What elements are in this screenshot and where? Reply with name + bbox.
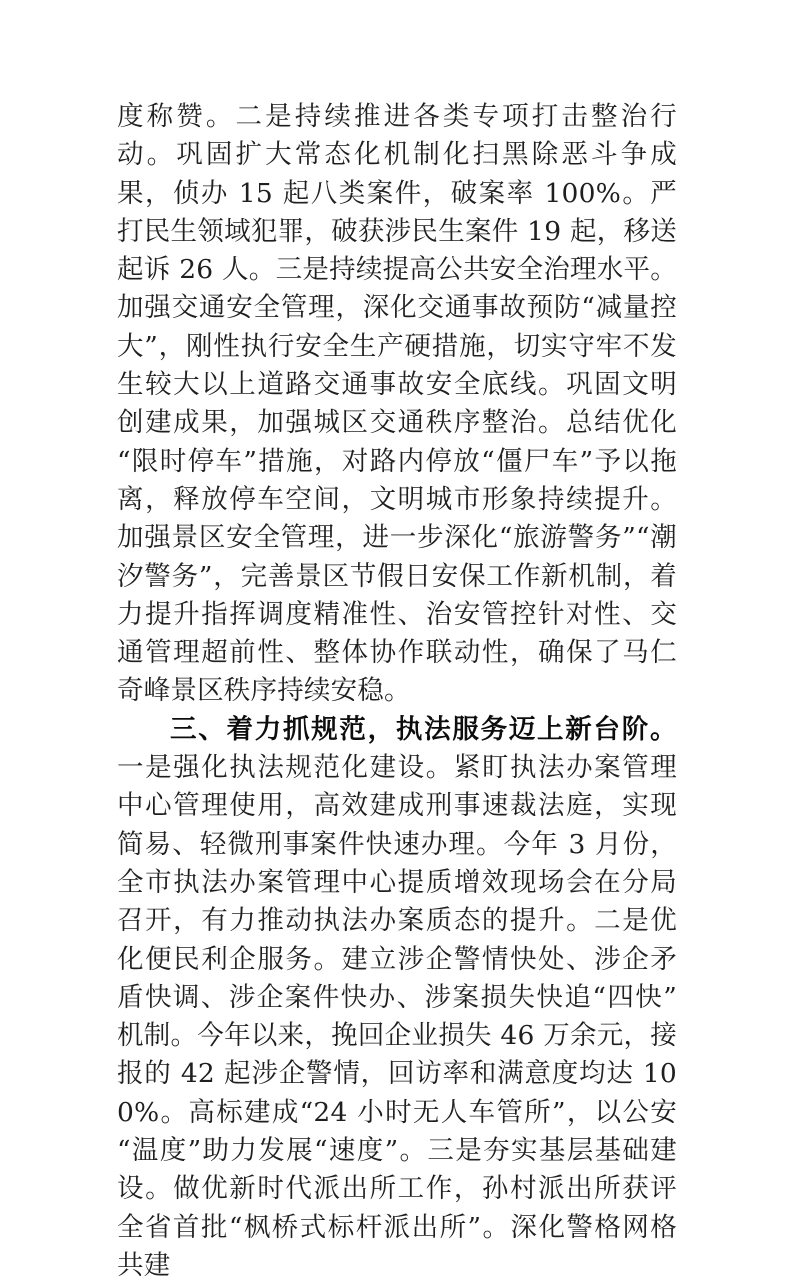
paragraph-continuation: 度称赞。二是持续推进各类专项打击整治行动。巩固扩大常态化机制化扫黑除恶斗争成果，侦办 15 起八类案件，破案率 100%。严打民生领域犯罪，破获涉民生案件 19 起，移送起诉 26 人。三是持续提高公共安全治理水平。加强交通安全管理，深化交通事故预防“减量控大”，刚性执行安全生产硬措施，切实守牢不发生较大以上道路交通事故安全底线。巩固文明创建成果，加强城区交通秩序整治。总结优化“限时停车”措施，对路内停放“僵尸车”予以拖离，释放停车空间，文明城市形象持续提升。加强景区安全管理，进一步深化“旅游警务”“潮汐警务”，完善景区节假日安保工作新机制，着力提升指挥调度精准性、治安管控针对性、交通管理超前性、整体协作联动性，确保了马仁奇峰景区秩序持续安稳。 (117, 101, 677, 707)
section-heading-three: 三、着力抓规范，执法服务迈上新台阶。 (170, 713, 677, 745)
section-three-body-text: 一是强化执法规范化建设。紧盯执法办案管理中心管理使用，高效建成刑事速裁法庭，实现简易、轻微刑事案件快速办理。今年 3 月份，全市执法办案管理中心提质增效现场会在分局召开，有力推动执法办案质态的提升。二是优化便民利企服务。建立涉企警情快处、涉企矛盾快调、涉企案件快办、涉案损失快追“四快”机制。今年以来，挽回企业损失 46 万余元，接报的 42 起涉企警情，回访率和满意度均达 100%。高标建成“24 小时无人车管所”，以公安“温度”助力发展“速度”。三是夯实基层基础建设。做优新时代派出所工作，孙村派出所获评全省首批“枫桥式标杆派出所”。深化警格网格共建 (117, 752, 677, 1281)
document-text-body (117, 98, 677, 1285)
paragraph-section-three (117, 711, 677, 1285)
